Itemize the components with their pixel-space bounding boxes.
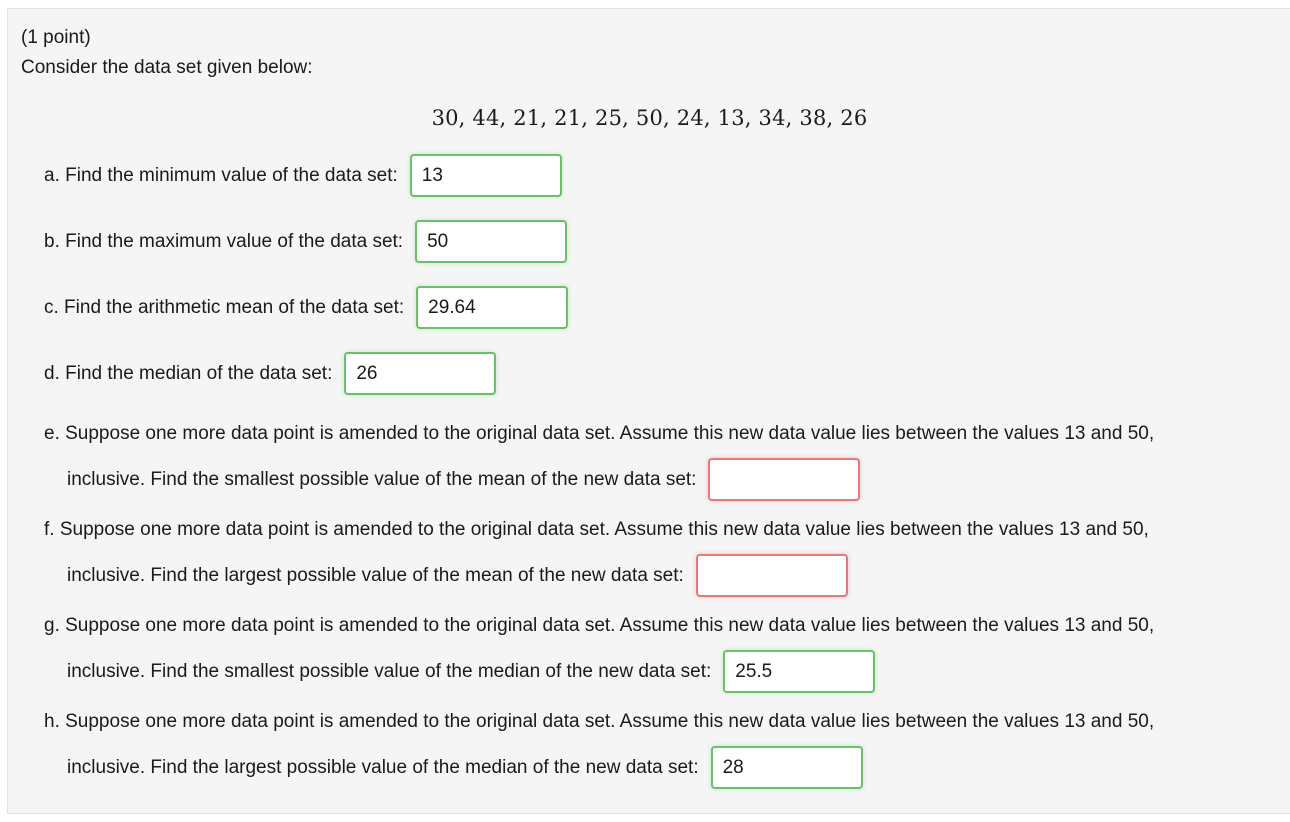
answer-f-input[interactable] xyxy=(696,554,848,597)
question-f-text-line1: f. Suppose one more data point is amended to the original data set. Assume this new data value lies between the values 13 and 50, xyxy=(44,519,1149,540)
question-e-text-line1: e. Suppose one more data point is amended to the original data set. Assume this new data value lies between the values 13 and 50, xyxy=(44,423,1155,444)
question-d xyxy=(44,352,496,395)
answer-d-input[interactable] xyxy=(344,352,496,395)
answer-h-input[interactable] xyxy=(711,746,863,789)
answer-g-input[interactable] xyxy=(723,650,875,693)
answer-c-input[interactable] xyxy=(416,286,568,329)
question-h xyxy=(44,710,1154,789)
question-b xyxy=(44,220,567,263)
question-b-label: b. Find the maximum value of the data set: xyxy=(44,230,404,252)
answer-e-input[interactable] xyxy=(708,458,860,501)
question-f-text-line2: inclusive. Find the largest possible value of the mean of the new data set: xyxy=(67,564,684,586)
question-c-label: c. Find the arithmetic mean of the data set: xyxy=(44,296,405,318)
question-h-text-line2: inclusive. Find the largest possible value of the median of the new data set: xyxy=(67,756,699,778)
question-e xyxy=(44,422,1154,501)
question-g-text-line1: g. Suppose one more data point is amended to the original data set. Assume this new data value lies between the values 13 and 50, xyxy=(44,615,1155,636)
question-a xyxy=(44,154,562,197)
question-a-label: a. Find the minimum value of the data set: xyxy=(44,164,398,186)
problem-prompt: Consider the data set given below: xyxy=(21,57,313,78)
question-h-text-line1: h. Suppose one more data point is amended to the original data set. Assume this new data value lies between the values 13 and 50, xyxy=(44,711,1155,732)
question-c xyxy=(44,286,568,329)
question-d-label: d. Find the median of the data set: xyxy=(44,362,333,384)
question-g-text-line2: inclusive. Find the smallest possible value of the median of the new data set: xyxy=(67,660,712,682)
question-e-text-line2: inclusive. Find the smallest possible value of the mean of the new data set: xyxy=(67,468,697,490)
question-f xyxy=(44,518,1149,597)
problem-panel xyxy=(7,8,1290,814)
answer-a-input[interactable] xyxy=(410,154,562,197)
question-g xyxy=(44,614,1154,693)
point-value: (1 point) xyxy=(21,27,91,48)
data-set-display: 30, 44, 21, 21, 25, 50, 24, 13, 34, 38, 26 xyxy=(431,106,868,130)
answer-b-input[interactable] xyxy=(415,220,567,263)
